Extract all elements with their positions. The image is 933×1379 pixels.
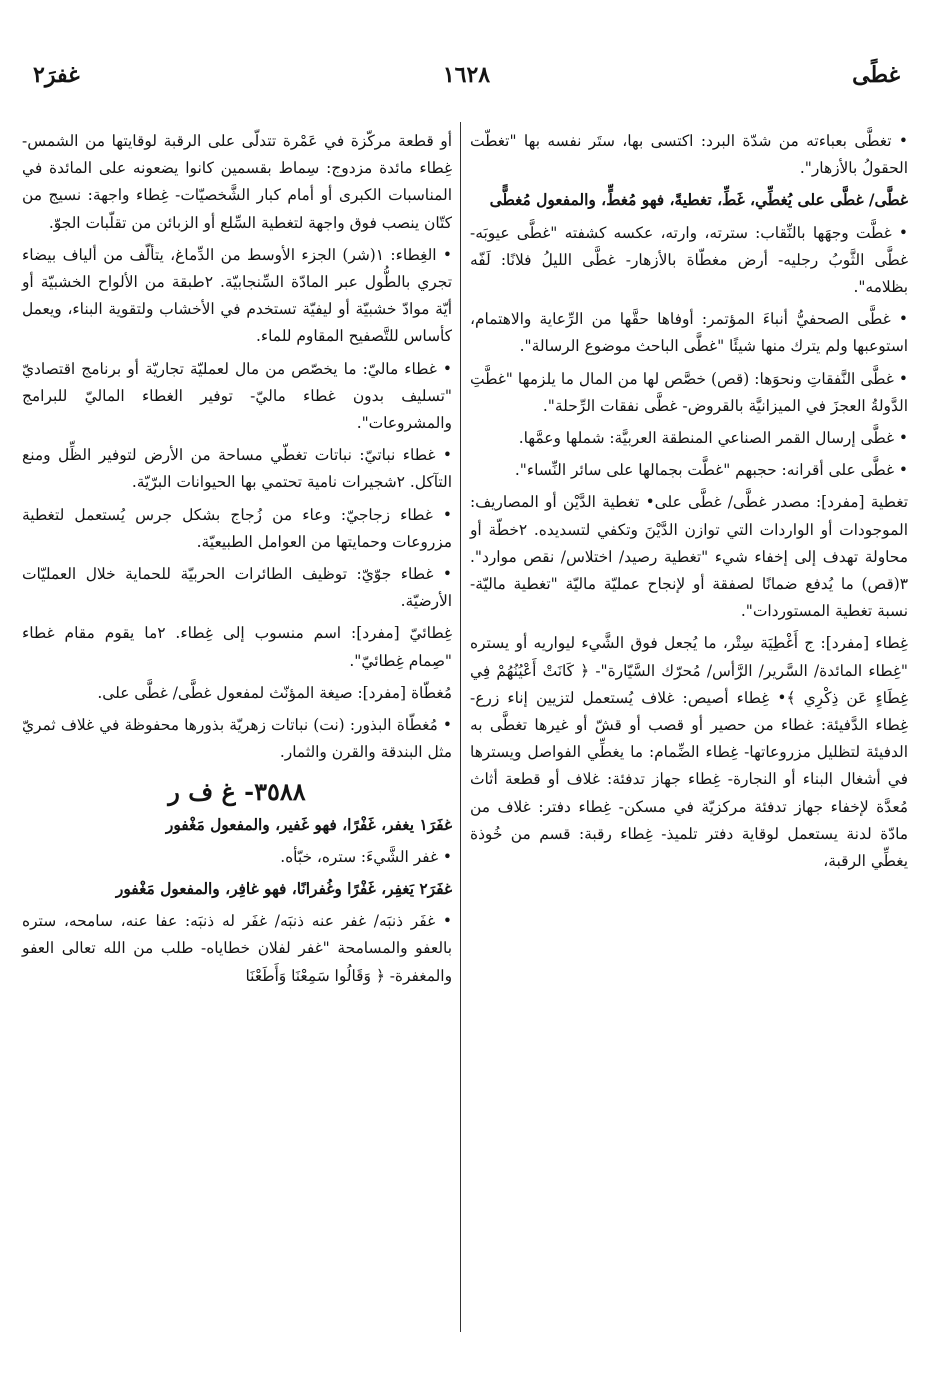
- entry-paragraph: • غطَّى الصحفيُّ أنباءَ المؤتمر: أوفاها حقَّها من الرِّعاية والاهتمام، استوعبها ولم يترك منها شيئًا "غطَّى الباحث موضوع الرسالة".: [470, 310, 908, 356]
- running-head-right: غطًى: [852, 62, 900, 88]
- entry-paragraph: • غطَّى على أقرانه: حجبهم "غطَّت بجمالها على سائر النِّساء".: [514, 461, 908, 480]
- entry-paragraph: • مُغطّاة البذور: (نت) نباتات زهريّة بذورها محفوظة في غلاف ثمريّ مثل البندقة والقرن والثمار.: [22, 716, 452, 762]
- entry-paragraph: • غطَّى النَّفقاتِ ونحوَها: (قص) خصَّص لها من المال ما يلزمها "غطَّتِ الدَّولةُ العجزَ في الميزانيَّة بالقروض- غطَّى نفقات الرِّحلة".: [470, 369, 908, 415]
- entry-paragraph: • غطَّى إرسال القمر الصناعي المنطقة العربيَّة: شملها وعمَّها.: [518, 429, 908, 448]
- entry-paragraph: مُغطّاة [مفرد]: صيغة المؤنّث لمفعول غطَّى/ غطَّى على.: [97, 683, 452, 702]
- column-divider: [460, 122, 461, 1332]
- headword-paragraph: غطَّى/ غطَّى على يُغطِّي، غَطِّ، تغطيةً، فهو مُغطٍّ، والمفعول مُغطًّى: [489, 191, 908, 210]
- entry-paragraph: • غطاء نباتيّ: نباتات تغطّي مساحة من الأرض لتوفير الظِّل ومنع التآكل. ٢شجيرات نامية تحتمي بها الحيوانات البرّيّة.: [22, 446, 452, 492]
- page-number: ١٦٢٨: [442, 62, 491, 88]
- entry-paragraph: أو قطعة مركّزة في عَمْرة تتدلّى على الرقبة لوقايتها من الشمس- غِطاء مائدة مزدوج: سِماط بقسمين كانوا يضعونه على المائدة في المناسبات الكبرى أو أمام كبار الشَّخصيّات- غِطاء واجهة: نسيج من كتّان ينصب فوق واجهة لتغطية السِّلع أو الزبائن من تقلّبات الجوّ.: [22, 132, 452, 232]
- root-section-heading: ٣٥٨٨- غ ف ر: [168, 777, 306, 807]
- entry-paragraph: • الغِطاء: ١(شر) الجزء الأوسط من الدِّماغ، يتألّف من ألياف بيضاء تجري بالطُّول عبر المادّة السِّنجابيّة. ٢طبقة من الألواح الخشبيّة أو أيّة موادّ خشبيّة أو ليفيّة تستخدم في الأخشاب ولتقوية البناء، ويعمل كأساس للتَّصفيح المقاوم للماء.: [22, 245, 452, 346]
- headword-paragraph: غفَرَ٢ يَغفِر، غَفْرًا وغُفرانًا، فهو غافِر، والمفعول مَغْفور: [115, 880, 452, 899]
- entry-paragraph: غِطاء [مفرد]: ج أَغْطِيَة سِتْر، ما يُجعل فوق الشَّيء ليواريه أو يستره "غِطاء المائدة/ السَّرير/ الرَّأس/ مُحرّك السَّيّارة"- ﴿ كَانَتْ أَعْيُنُهُمْ فِي غِطَاءٍ عَن ذِكْرِي ﴾• غِطاء أصيص: غلاف يُستعمل لتزيين إناء زرع- غِطاء الدَّفيئة: غطاء من حصير أو قصب أو قشّ أو غيرها تغطَّى به الدفيئة لتظليل مزروعاتها- غِطاء الضِّمام: ما يغطِّي الفواصل ويسترها في أشغال البناء أو النجارة- غِطاء جهاز تدفئة: غلاف أو قطعة أثاث مُعدَّة لإخفاء جهاز تدفئة مركزيّة في مسكن- غِطاء دفتر: غلاف من مادّة لدنة يستعمل لوقاية دفتر تلميذ- غِطاء رقبة: قسم من خُوذة يغطِّي الرقبة،: [470, 634, 908, 871]
- entry-paragraph: غِطائيّ [مفرد]: اسم منسوب إلى غِطاء. ٢ما يقوم مقام غطاء "صِمام غِطائيّ".: [22, 624, 453, 670]
- entry-paragraph: • غطاء زجاجيّ: وعاء من زُجاج بشكل جرس يُستعمل لتغطية مزروعات وحمايتها من العوامل الطبيعيّة.: [22, 505, 452, 551]
- entry-paragraph: • غطاء ماليّ: ما يخصّص من مال لعمليّة تجاريّة أو برنامج اقتصاديّ "تسليف بدون غطاء ماليّ- توفير الغطاء الماليّ للبرامج والمشروعات".: [22, 359, 452, 433]
- entry-paragraph: • غفَر ذنبَه/ غفر عنه ذنبَه/ غفَر له ذنبَه: عفا عنه، سامحه، ستره بالعفو والمسامحة "غفر لفلان خطاياه- طلب من الله تعالى العفو والمغفرة- ﴿ وَقَالُوا سَمِعْنَا وَأَطَعْنَا: [22, 912, 452, 985]
- right-column: [470, 128, 908, 880]
- entry-paragraph: تغطية [مفرد]: مصدر غطَّى/ غطَّى على• تغطية الدَّيْن أو المصاريف: الموجودات أو الواردات التي توازن الدَّيْنَ وتكفي لتسديده. ٢خطّة أو محاولة تهدف إلى إخفاء شيء "تغطية رصيد/ اختلاس/ نقص موارد". ٣(قص) ما يُدفع ضمانًا لصفقة أو لإنجاح عمليّة ماليّة "تغطية ماليّة- نسبة تغطية المستوردات".: [470, 493, 908, 621]
- entry-paragraph: • تغطَّى بعباءته من شدّة البرد: اكتسى بها، ستَر نفسه بها "تغطّت الحقولُ بالأزهار".: [470, 132, 908, 178]
- entry-paragraph: • غطَّت وجهَها بالنِّقاب: سترته، وارته، عكسه كشفته "غطَّى عيوبَه- غطَّى الثَّوبُ رجليه- أرض مغطّاة بالأزهار- غطَّى الليلُ فلانًا: لَفّه بظلامه".: [470, 223, 908, 297]
- page-header: [25, 58, 908, 102]
- running-head-left: غفرَ٢: [33, 62, 80, 88]
- headword-paragraph: غفَرَ١ يغفر، غَفْرًا، فهو غَفير، والمفعول مَغْفور: [165, 815, 452, 834]
- entry-paragraph: • غطاء جوّيّ: توظيف الطائرات الحربيّة للحماية خلال العمليّات الأرضيّة.: [22, 565, 452, 611]
- left-column: [22, 128, 452, 995]
- entry-paragraph: • غفر الشَّيءَ: ستره، خبّأه.: [280, 847, 452, 866]
